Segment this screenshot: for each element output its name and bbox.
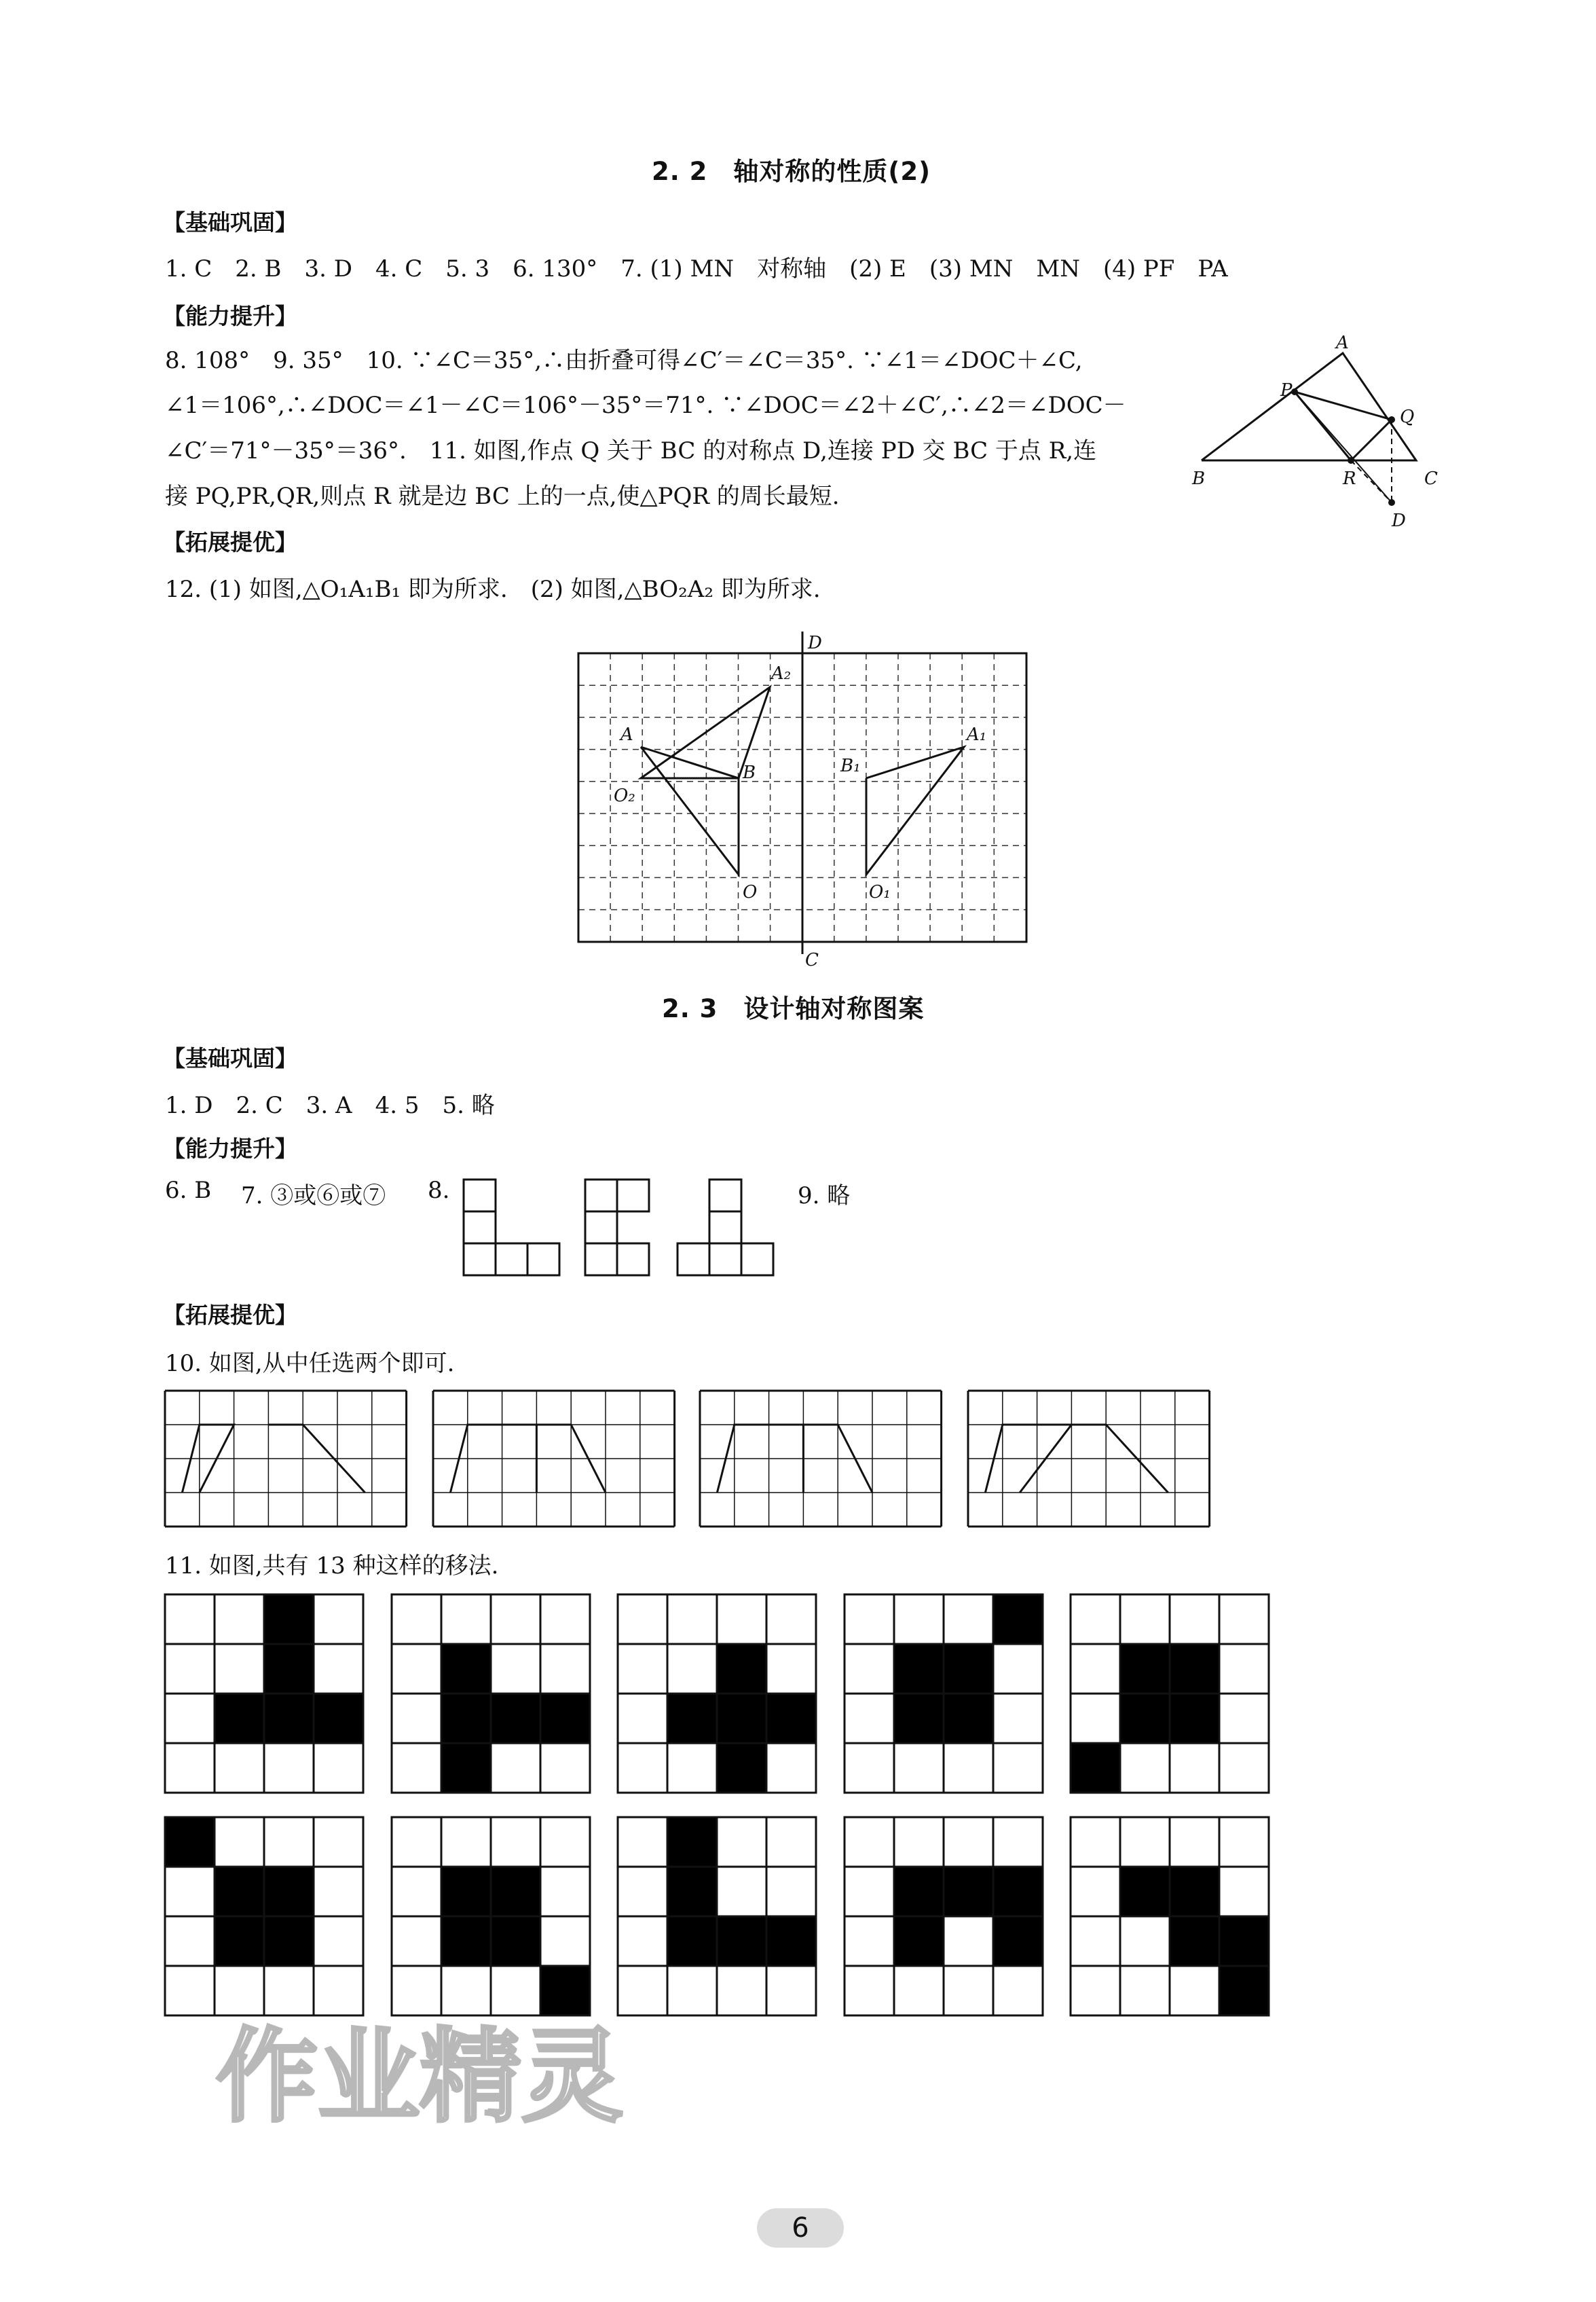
page-number: 6 [757,2208,844,2248]
tri-label-Q: Q [1400,407,1415,427]
watermark-text: 作业精灵 [216,2018,624,2136]
grid-label-O2: O₂ [614,786,635,806]
tri-label-R: R [1343,469,1356,489]
grid-label-O1: O₁ [869,882,891,902]
basic-header-2-3: 【基础巩固】 [163,1045,297,1072]
tri-label-A: A [1336,333,1349,353]
q8-label: 8. [428,1177,450,1204]
q11-text: 11. 如图,共有 13 种这样的移法. [165,1552,499,1579]
q7-answer: 7. ③或⑥或⑦ [241,1182,386,1209]
grid-label-A1: A₁ [967,725,987,745]
extension-header-2-3: 【拓展提优】 [163,1302,297,1328]
grid-label-B: B [743,763,756,783]
q6-answer: 6. B [165,1177,212,1204]
extension-text-2-2: 12. (1) 如图,△O₁A₁B₁ 即为所求. (2) 如图,△BO₂A₂ 即为所求. [165,576,821,603]
ability-line-3: ∠C′＝71°－35°＝36°. 11. 如图,作点 Q 关于 BC 的对称点 D,连接 PD 交 BC 于点 R,连 [165,437,1097,464]
grid-label-A2: A₂ [771,663,792,684]
grid-label-D: D [808,633,822,653]
tri-label-P: P [1280,380,1293,401]
section-title-2-3: 2. 3 设计轴对称图案 [662,994,925,1023]
tri-label-C: C [1424,469,1438,489]
basic-header-2-2: 【基础巩固】 [163,209,297,236]
basic-answers-2-3: 1. D 2. C 3. A 4. 5 5. 略 [165,1092,495,1119]
grid-label-B1: B₁ [840,756,861,776]
grid-label-A: A [620,725,633,745]
tri-label-B: B [1192,469,1206,489]
grid-label-O: O [743,882,758,902]
q9-answer: 9. 略 [798,1182,851,1209]
q10-text: 10. 如图,从中任选两个即可. [165,1350,455,1377]
ability-line-1: 8. 108° 9. 35° 10. ∵∠C＝35°,∴由折叠可得∠C′＝∠C＝35°. ∵∠1＝∠DOC＋∠C, [165,347,1083,374]
ability-line-4: 接 PQ,PR,QR,则点 R 就是边 BC 上的一点,使△PQR 的周长最短. [165,483,840,510]
extension-header-2-2: 【拓展提优】 [163,529,297,555]
basic-answers-2-2: 1. C 2. B 3. D 4. C 5. 3 6. 130° 7. (1) MN 对称轴 (2) E (3) MN MN (4) PF PA [165,255,1228,282]
ability-header-2-3: 【能力提升】 [163,1135,297,1162]
ability-line-2: ∠1＝106°,∴∠DOC＝∠1－∠C＝106°－35°＝71°. ∵∠DOC＝∠2＋∠C′,∴∠2＝∠DOC－ [165,392,1126,419]
grid-label-C: C [805,950,819,970]
section-title-2-2: 2. 2 轴对称的性质(2) [652,157,931,186]
tri-label-D: D [1392,511,1406,531]
ability-header-2-2: 【能力提升】 [163,303,297,329]
